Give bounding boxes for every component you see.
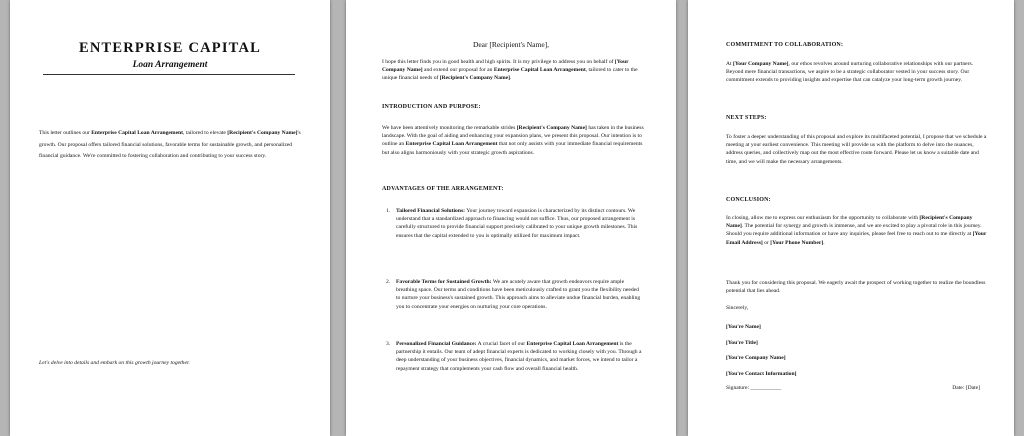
page-3-letter — [688, 0, 1014, 436]
page-2-letter — [346, 0, 676, 436]
conclusion-heading: CONCLUSION: — [726, 197, 771, 203]
signature-line: Signature: ___________ — [726, 385, 782, 391]
signer-title: [You're Title] — [726, 340, 758, 346]
document-title: ENTERPRISE CAPITAL — [78, 40, 262, 56]
cover-intro-paragraph: This letter outlines our Enterprise Capital Loan Arrangement, tailored to elevate [Recipient's Company Name]'s growth. Our proposal offers tailored financial solutions, favorable terms for sustainable growth, and personalized financial guidance. We're committed to fostering collaboration and contributing to your success story. — [39, 130, 301, 160]
sincerely: Sincerely, — [726, 305, 749, 311]
advantages-heading: ADVANTAGES OF THE ARRANGEMENT: — [382, 186, 504, 192]
cover-closing-line: Let's delve into details and embark on this growth journey together. — [39, 360, 190, 366]
signer-name: [You're Name] — [726, 324, 761, 330]
next-steps-heading: NEXT STEPS: — [726, 115, 767, 121]
opening-paragraph: I hope this letter finds you in good health and high spirits. It is my privilege to address you on behalf of [Your Company Name] and extend our proposal for an Enterprise Capital Loan Arrangement, tailored to cater to the unique financial needs of [Recipient's Company Name]. — [382, 59, 638, 82]
page-1-cover — [10, 0, 330, 436]
document-subtitle: Loan Arrangement — [132, 60, 208, 70]
thanks-paragraph: Thank you for considering this proposal. We eagerly await the prospect of working together to realize the boundless potential that lies ahead. — [726, 280, 986, 295]
signature-row — [726, 384, 990, 392]
next-steps-paragraph: To foster a deeper understanding of this proposal and explore its multifaceted potential, I propose that we schedule a meeting at your earliest convenience. This meeting will provide us with the platform to delve into the nuances, address queries, and collectively map out the most effective route forward. Please let us know a suitable date and time, and we will make the necessary arrangements. — [726, 134, 987, 165]
intro-heading: INTRODUCTION AND PURPOSE: — [382, 104, 481, 110]
signer-company: [You're Company Name] — [726, 355, 786, 361]
conclusion-paragraph: In closing, allow me to express our enthusiasm for the opportunity to collaborate with [Recipient's Company Name]. The potential for synergy and growth is immense, and we are excited to play a pivotal role in this journey. Should you require additional information or have any inquiries, please feel free to reach out to me directly at [Your Email Address] or [Your Phone Number]. — [726, 215, 987, 246]
intro-paragraph: We have been attentively monitoring the remarkable strides [Recipient's Company Name] has taken in the business landscape. With the goal of aiding and enhancing your expansion plans, we present this proposal. Our intention is to outline an Enterprise Capital Loan Arrangement that not only assists with your immediate financial requirements but also aligns harmoniously with your strategic growth aspirations. — [382, 125, 644, 156]
commitment-heading: COMMITMENT TO COLLABORATION: — [726, 42, 844, 48]
greeting: Dear [Recipient's Name], — [472, 40, 550, 49]
date-field: Date: [Date] — [952, 385, 980, 391]
advantage-item: 2. Favorable Terms for Sustained Growth: We are acutely aware that growth endeavors require ample breathing space. Our terms and conditions have been meticulously crafted to grant you the flexibility needed to nurture your business's sustained growth. This approach aims to alleviate undue financial burden, enabling you to concentrate your energies on nurturing your core operations. — [386, 279, 641, 310]
title-divider — [43, 74, 295, 75]
commitment-paragraph: At [Your Company Name], our ethos revolves around nurturing collaborative relationships with our partners. Beyond mere financial transactions, we aspire to be a strategic collaborator vested in your success story. Our commitment extends to providing insights and expertise that can catalyze your long-term growth journey. — [726, 61, 974, 84]
signer-contact: [You're Contact Information] — [726, 371, 797, 377]
advantage-item: 3. Personalized Financial Guidance: A crucial facet of our Enterprise Capital Loan Arrangement is the partnership it entails. Our team of adept financial experts is dedicated to working closely with you. Through a deep understanding of your business objectives, financial dynamics, and market forces, we intend to tailor a repayment strategy that complements your cash flow and overall financial health. — [386, 341, 642, 372]
advantage-item: 1. Tailored Financial Solutions: Your journey toward expansion is characterized by its distinct contours. We understand that a standardized approach to financing would not suffice. Thus, our proposed arrangement is carefully structured to provide financial support precisely calibrated to your unique growth milestones. This ensures that the capital extended to you is optimally utilized for maximum impact. — [386, 208, 638, 239]
